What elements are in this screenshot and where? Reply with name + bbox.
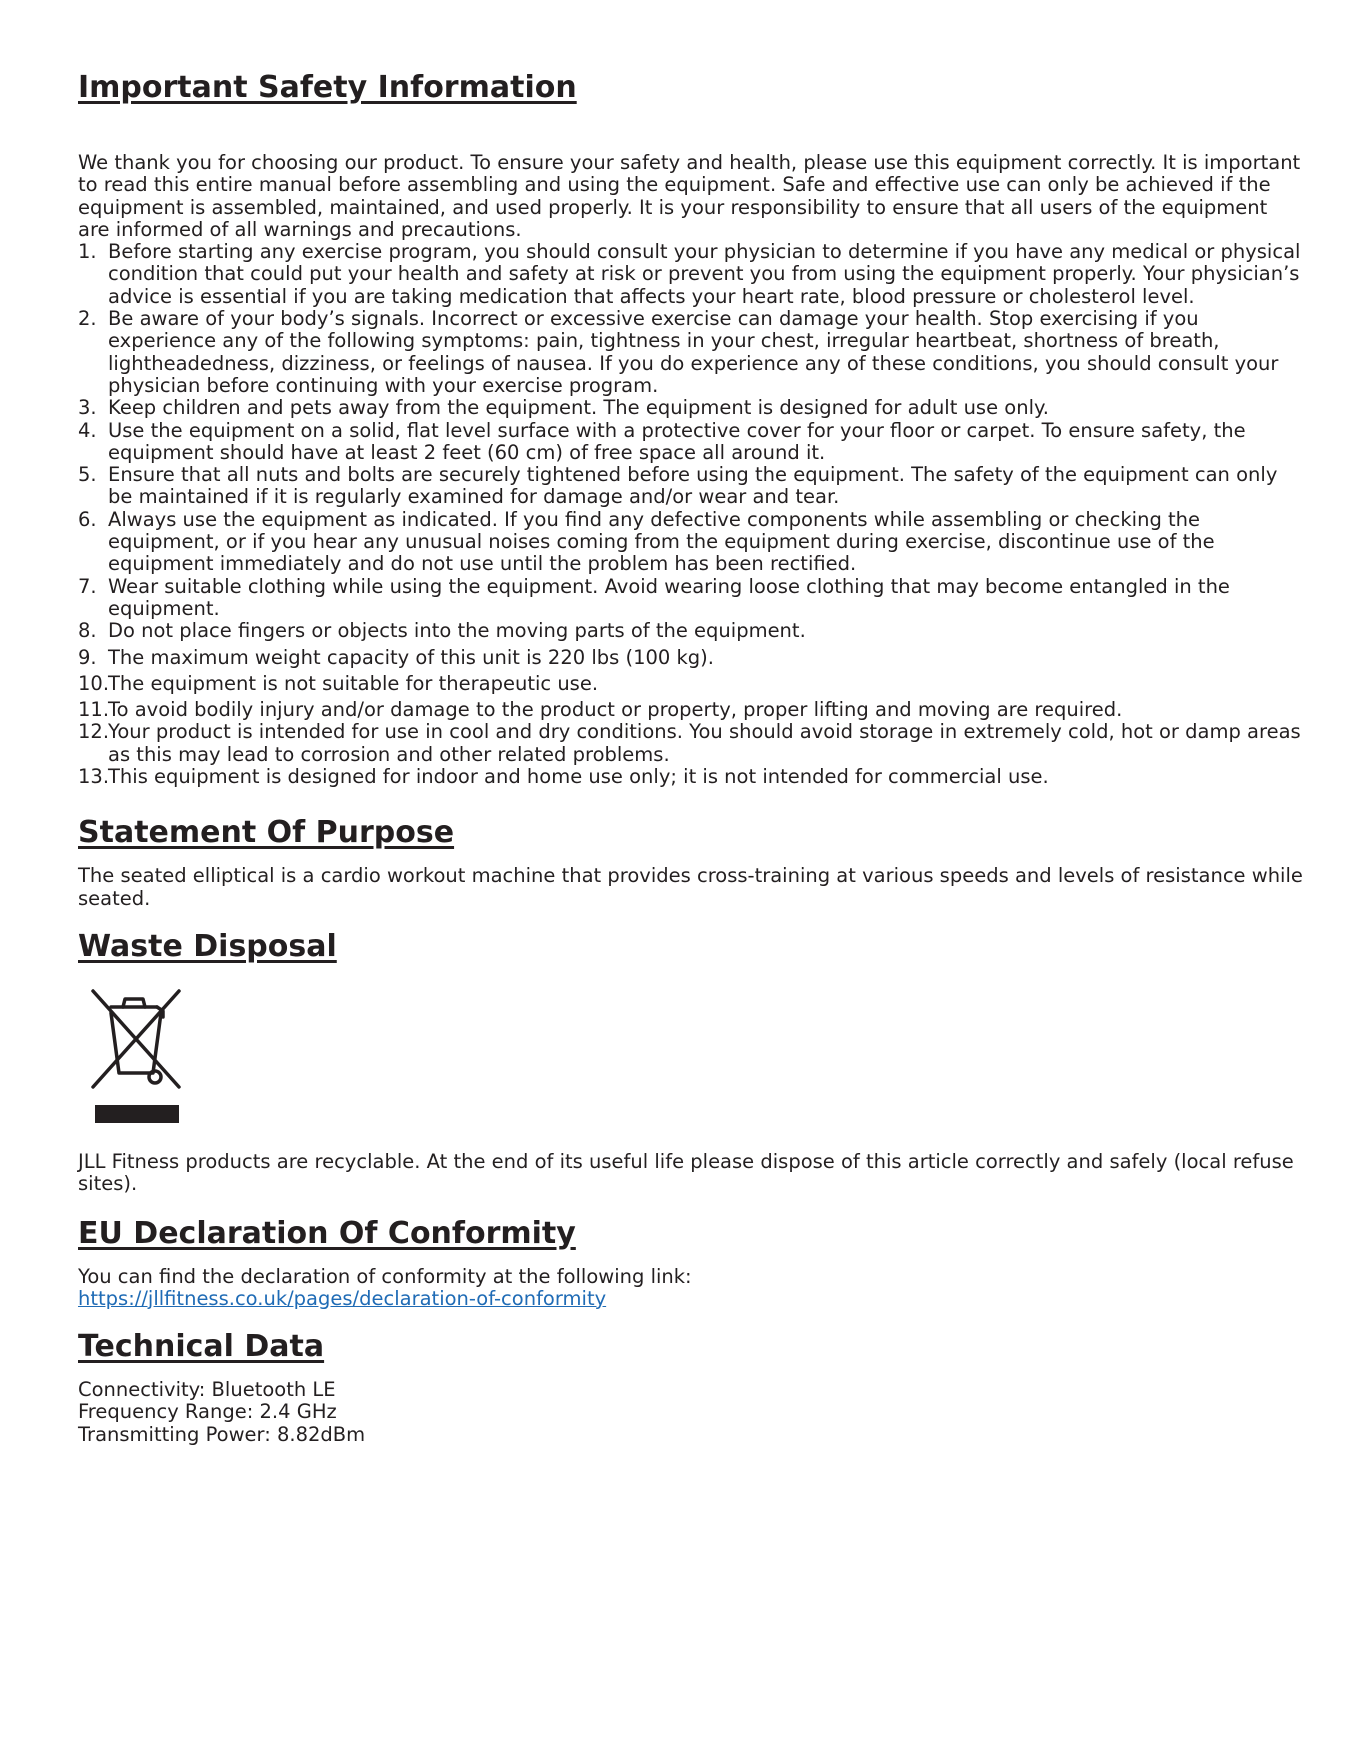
eu-text-line: You can find the declaration of conformity at the following link: bbox=[78, 1264, 692, 1288]
purpose-section bbox=[78, 815, 1303, 910]
safety-item-3: 3. Keep children and pets away from the equipment. The equipment is designed for adult use only. bbox=[78, 396, 1049, 420]
safety-heading: Important Safety Information bbox=[78, 70, 577, 105]
safety-item-1: 1. Before starting any exercise program, you should consult your physician to determine if you have any medical or physical condition that could put your health and safety at risk or prevent you from using the equipment properly. Your physician’s advice is essential if you are taking medication that affects your heart rate, blood pressure or cholesterol level. bbox=[78, 240, 1301, 308]
safety-item-11: 11. To avoid bodily injury and/or damage to the product or property, proper lifting and moving are required. bbox=[78, 698, 1123, 722]
safety-intro: We thank you for choosing our product. To ensure your safety and health, please use this equipment correctly. It is important to read this entire manual before assembling and using the equipment. Safe and effective use can only be achieved if the equipment is assembled, maintained, and used properly. It is your responsibility to ensure that all users of the equipment are informed of all warnings and precautions. bbox=[78, 151, 1301, 241]
crossed-out-wheelie-bin-icon bbox=[83, 987, 189, 1127]
waste-heading: Waste Disposal bbox=[78, 928, 337, 964]
waste-text: JLL Fitness products are recyclable. At the end of its useful life please dispose of this article correctly and safely (local refuse sites). bbox=[78, 1149, 1294, 1196]
tech-list bbox=[78, 1379, 1303, 1446]
document-page bbox=[78, 70, 1303, 1446]
safety-item-9: 9. The maximum weight capacity of this unit is 220 lbs (100 kg). bbox=[78, 645, 714, 669]
tech-line-connectivity: Connectivity: Bluetooth LE bbox=[78, 1378, 336, 1402]
safety-item-10: 10. The equipment is not suitable for therapeutic use. bbox=[78, 671, 599, 695]
safety-item-8: 8. Do not place fingers or objects into the moving parts of the equipment. bbox=[78, 619, 806, 643]
eu-text bbox=[78, 1266, 1303, 1311]
waste-section bbox=[78, 929, 1303, 1196]
safety-item-5: 5. Ensure that all nuts and bolts are securely tightened before using the equipment. The safety of the equipment can only be maintained if it is regularly examined for damage and/or wear and tear. bbox=[78, 463, 1278, 509]
safety-section bbox=[78, 70, 1303, 788]
declaration-link[interactable]: https://jllfitness.co.uk/pages/declaration-of-conformity bbox=[78, 1286, 607, 1310]
safety-item-12: 12. Your product is intended for use in cool and dry conditions. You should avoid storage in extremely cold, hot or damp areas as this may lead to corrosion and other related problems. bbox=[78, 720, 1301, 766]
safety-item-6: 6. Always use the equipment as indicated. If you find any defective components while assembling or checking the equipment, or if you hear any unusual noises coming from the equipment during exercise, discontinue use of the equipment immediately and do not use until the problem has been rectified. bbox=[78, 507, 1215, 576]
safety-list bbox=[78, 241, 1303, 788]
tech-line-frequency: Frequency Range: 2.4 GHz bbox=[78, 1400, 337, 1424]
tech-section bbox=[78, 1329, 1303, 1446]
purpose-text: The seated elliptical is a cardio workout machine that provides cross-training at various speeds and levels of resistance while seated. bbox=[78, 864, 1303, 910]
safety-item-2: 2. Be aware of your body’s signals. Incorrect or excessive exercise can damage your health. Stop exercising if you experience any of the following symptoms: pain, tightness in your chest, irregular heartbeat, shortness of breath, lightheadedness, dizziness, or feelings of nausea. If you do experience any of these conditions, you should consult your physician before continuing with your exercise program. bbox=[78, 307, 1279, 397]
tech-line-power: Transmitting Power: 8.82dBm bbox=[78, 1422, 366, 1446]
eu-heading: EU Declaration Of Conformity bbox=[78, 1215, 576, 1251]
safety-item-4: 4. Use the equipment on a solid, flat level surface with a protective cover for your floor or carpet. To ensure safety, the equipment should have at least 2 feet (60 cm) of free space all around it. bbox=[78, 418, 1246, 464]
purpose-heading: Statement Of Purpose bbox=[78, 815, 455, 851]
safety-item-13: 13. This equipment is designed for indoor and home use only; it is not intended for commercial use. bbox=[78, 765, 1049, 789]
eu-section bbox=[78, 1216, 1303, 1311]
tech-heading: Technical Data bbox=[78, 1329, 325, 1365]
safety-item-7: 7. Wear suitable clothing while using the equipment. Avoid wearing loose clothing that may become entangled in the equipment. bbox=[78, 574, 1230, 620]
